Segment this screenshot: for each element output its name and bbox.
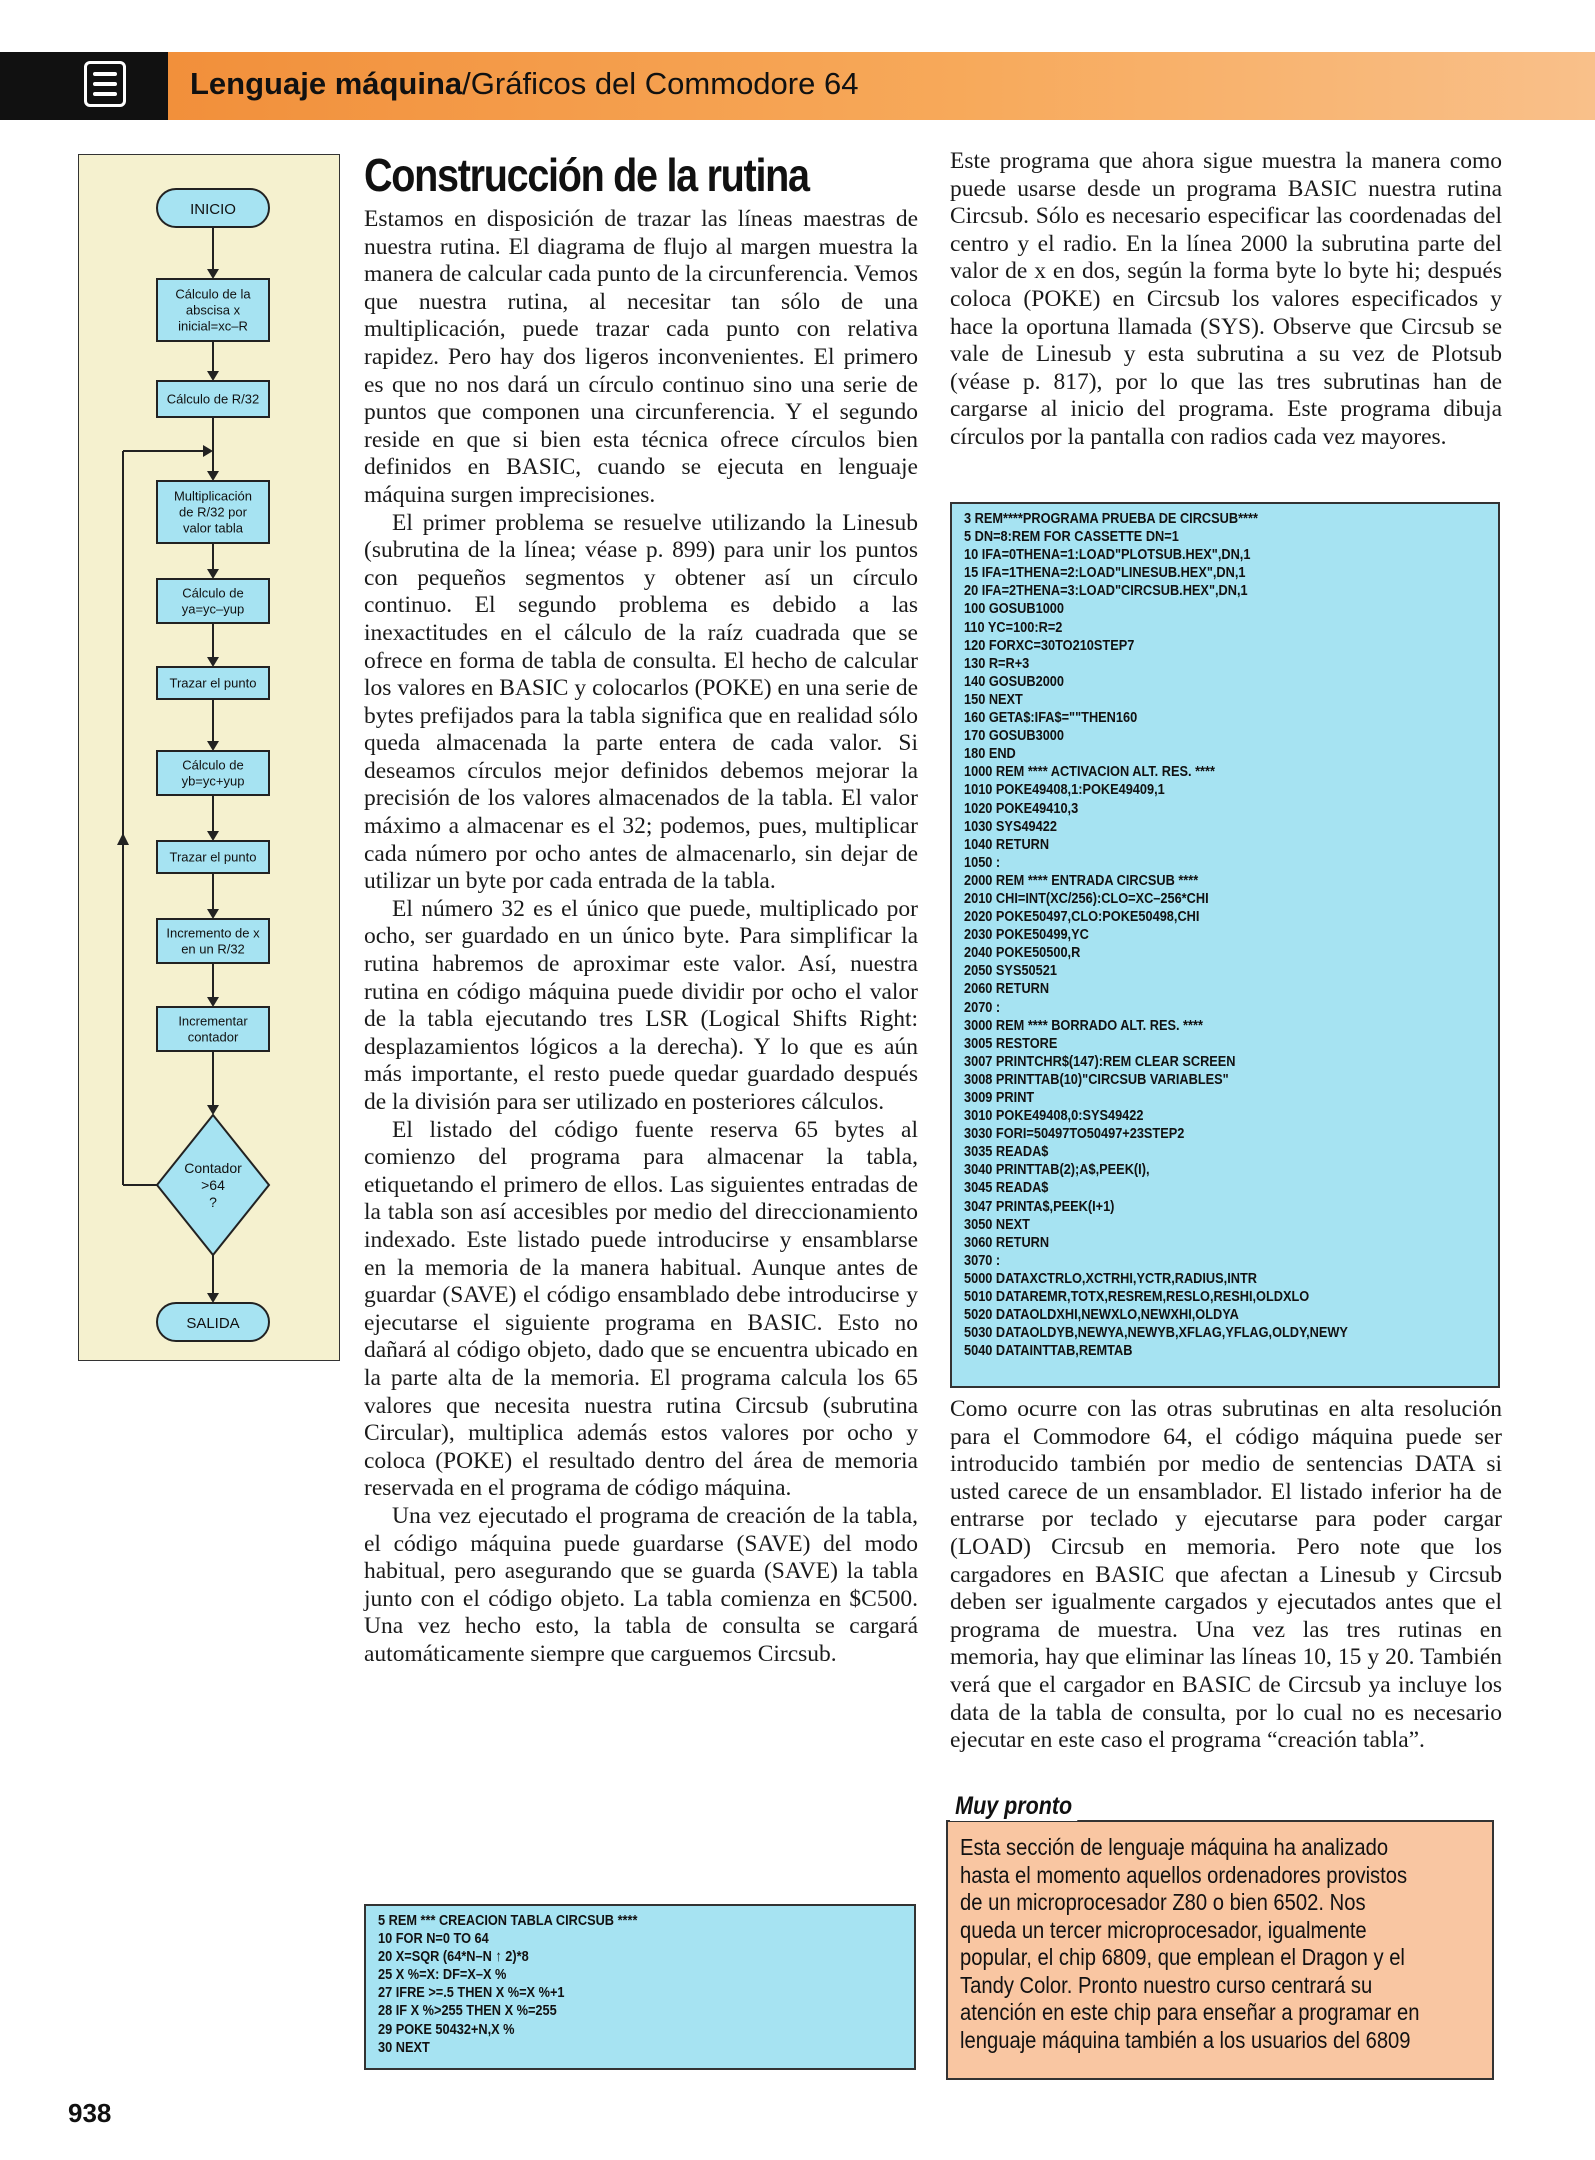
pronto-line: atención en este chip para enseñar a programar en xyxy=(960,1999,1420,2025)
flow-label: Trazar el punto xyxy=(169,675,257,691)
code-line: 10 IFA=0THENA=1:LOAD"PLOTSUB.HEX",DN,1 xyxy=(964,546,1251,564)
article-title: Construcción de la rutina xyxy=(364,149,809,201)
code-line: 100 GOSUB1000 xyxy=(964,600,1064,618)
code-line: 2010 CHI=INT(XC/256):CLO=XC–256*CHI xyxy=(964,889,1209,907)
listing-main xyxy=(950,502,1500,1388)
code-line: 180 END xyxy=(964,745,1016,763)
flow-arrowhead xyxy=(207,1293,219,1303)
flow-label: INICIO xyxy=(190,201,236,218)
flow-arrowhead xyxy=(207,909,219,919)
code-line: 3000 REM **** BORRADO ALT. RES. **** xyxy=(964,1016,1203,1034)
code-line: 2030 POKE50499,YC xyxy=(964,926,1089,944)
code-line: 1010 POKE49408,1:POKE49409,1 xyxy=(964,781,1165,799)
section-title-main: Lenguaje máquina xyxy=(190,66,463,101)
paragraph: El primer problema se resuelve utilizando la Linesub (subrutina de la línea; véase p. 899) para unir los puntos con pequeños segmentos y obtener así un círculo continuo. El segundo problema es debido a las inexactitudes en el cálculo de la raíz cuadrada que se ofrece en forma de tabla de consulta. El hecho de calcular los valores en BASIC y colocarlos (POKE) en una serie de bytes prefijados para la tabla significa que en realidad sólo queda almacenada la parte entera de cada valor. Si deseamos círculos mejor definidos debemos mejorar la precisión de los valores almacenados de la tabla. El valor máximo a almacenar es el 32; podemos, pues, multiplicar cada número por ocho antes de almacenarlo, sin dejar de utilizar un byte por cada entrada de la tabla. xyxy=(364,509,918,895)
code-line: 160 GETA$:IFA$=""THEN160 xyxy=(964,709,1138,727)
code-line: 3035 READA$ xyxy=(964,1143,1049,1161)
flow-arrowhead xyxy=(207,569,219,579)
flow-arrowhead xyxy=(207,997,219,1007)
code-line: 150 NEXT xyxy=(964,690,1023,708)
flow-arrowhead xyxy=(207,657,219,667)
flow-label: abscisa x xyxy=(185,302,241,318)
flow-arrowhead xyxy=(207,471,219,481)
code-line: 110 YC=100:R=2 xyxy=(964,618,1063,636)
flow-arrowhead xyxy=(207,831,219,841)
flow-label: valor tabla xyxy=(183,520,243,536)
flow-label: Cálculo de R/32 xyxy=(166,391,260,407)
article-right-bottom xyxy=(950,1396,1502,1755)
listing-table xyxy=(364,1904,916,2070)
code-line: 170 GOSUB3000 xyxy=(964,727,1064,745)
code-line: 10 FOR N=0 TO 64 xyxy=(378,1930,489,1948)
code-line: 30 NEXT xyxy=(378,2038,430,2056)
flow-arrowhead xyxy=(117,833,129,845)
flow-label: en un R/32 xyxy=(181,941,245,957)
pronto-line: popular, el chip 6809, que emplean el Dragon y el xyxy=(960,1944,1405,1970)
code-line: 20 IFA=2THENA=3:LOAD"CIRCSUB.HEX",DN,1 xyxy=(964,582,1248,600)
pronto-line: Esta sección de lenguaje máquina ha analizado xyxy=(960,1834,1389,1860)
code-line: 1040 RETURN xyxy=(964,835,1050,853)
flow-label: contador xyxy=(187,1029,239,1045)
code-line: 27 IFRE >=.5 THEN X %=X %+1 xyxy=(378,1984,565,2002)
flow-label: Cálculo de xyxy=(182,585,244,601)
article-left-column xyxy=(364,206,918,1668)
paragraph: Este programa que ahora sigue muestra la manera como puede usarse desde un programa BASIC nuestra rutina Circsub. Sólo es necesario especificar las coordenadas del centro y el radio. En la línea 2000 la subrutina parte del valor de x en dos, según la forma byte lo byte hi; después coloca (POKE) en Circsub los valores especificados y hace la oportuna llamada (SYS). Observe que Circsub se vale de Linesub y esta subrutina a su vez de Plotsub (véase p. 817), por lo que las tres subrutinas han de cargarse al inicio del programa. Este programa dibuja círculos por la pantalla con radios cada vez mayores. xyxy=(950,148,1502,450)
flow-arrowhead xyxy=(207,371,219,381)
flowchart-panel xyxy=(78,154,340,1361)
code-line: 5030 DATAOLDYB,NEWYA,NEWYB,XFLAG,YFLAG,OLDY,NEWY xyxy=(964,1324,1348,1342)
code-line: 120 FORXC=30TO210STEP7 xyxy=(964,636,1135,654)
code-line: 5 DN=8:REM FOR CASSETTE DN=1 xyxy=(964,528,1179,546)
code-line: 1000 REM **** ACTIVACION ALT. RES. **** xyxy=(964,763,1215,781)
flow-label: Trazar el punto xyxy=(169,849,257,865)
code-line: 3070 : xyxy=(964,1251,1001,1269)
flowchart xyxy=(79,155,339,1360)
code-line: 29 POKE 50432+N,X % xyxy=(378,2020,515,2038)
flow-label: ? xyxy=(209,1193,217,1210)
code-line: 3005 RESTORE xyxy=(964,1034,1058,1052)
flow-label: Contador xyxy=(184,1159,242,1176)
code-line: 1020 POKE49410,3 xyxy=(964,799,1079,817)
paragraph: Como ocurre con las otras subrutinas en alta resolución para el Commodore 64, el código máquina puede ser introducido también por medio de sentencias DATA si usted carece de un ensamblador. El listado inferior ha de entrarse por teclado y ejecutarse para poder cargar (LOAD) Circsub en memoria. Pero note que los cargadores en BASIC que afectan a Linesub y Circsub deben ser igualmente cargados y ejecutados antes que el programa de muestra. Una vez las tres rutinas en memoria, hay que eliminar las líneas 10, 15 y 20. También verá que el cargador en BASIC de Circsub ya incluye los data de la tabla de consulta, por lo cual no es necesario ejecutar en este caso el programa “creación tabla”. xyxy=(950,1396,1502,1754)
code-line: 28 IF X %>255 THEN X %=255 xyxy=(378,2002,557,2020)
code-line: 15 IFA=1THENA=2:LOAD"LINESUB.HEX",DN,1 xyxy=(964,564,1246,582)
code-line: 3050 NEXT xyxy=(964,1215,1030,1233)
pronto-title: Muy pronto xyxy=(950,1792,1077,1821)
section-title-sub: /Gráficos del Commodore 64 xyxy=(462,66,859,101)
code-line: 1050 : xyxy=(964,853,1001,871)
flow-label: Incremento de x xyxy=(166,925,260,941)
section-logo-icon xyxy=(0,52,168,120)
code-line: 3008 PRINTTAB(10)"CIRCSUB VARIABLES" xyxy=(964,1070,1229,1088)
code-line: 5000 DATAXCTRLO,XCTRHI,YCTR,RADIUS,INTR xyxy=(964,1269,1257,1287)
code-line: 2020 POKE50497,CLO:POKE50498,CHI xyxy=(964,908,1200,926)
code-line: 2060 RETURN xyxy=(964,980,1050,998)
code-line: 25 X %=X: DF=X–X % xyxy=(378,1966,507,1984)
flow-label: SALIDA xyxy=(186,1315,240,1332)
flow-arrowhead xyxy=(203,445,213,457)
code-line: 5010 DATAREMR,TOTX,RESREM,RESLO,RESHI,OLDXLO xyxy=(964,1288,1310,1306)
flow-label: Cálculo de xyxy=(182,757,244,773)
page-number: 938 xyxy=(68,2098,112,2128)
code-line: 3040 PRINTTAB(2);A$,PEEK(I), xyxy=(964,1161,1150,1179)
flow-arrowhead xyxy=(207,269,219,279)
code-line: 2070 : xyxy=(964,998,1001,1016)
article-right-top xyxy=(950,148,1502,452)
code-line: 1030 SYS49422 xyxy=(964,817,1057,835)
flow-label: de R/32 por xyxy=(179,504,247,520)
code-line: 3 REM****PROGRAMA PRUEBA DE CIRCSUB**** xyxy=(964,510,1258,527)
paragraph: El listado del código fuente reserva 65 bytes al comienzo del programa para almacenar la tabla, etiquetando el primero de ellos. Las siguientes entradas de la tabla son así accesibles por medio del direccionamiento indexado. Este listado puede introducirse y ensamblarse en la memoria de la manera habitual. Aunque antes de guardar (SAVE) el código ensamblado debe introducirse y ejecutarse el siguiente programa en BASIC. Esto no dañará al código objeto, dado que se encuentra ubicado en la parte alta de la memoria. El programa calcula los 65 valores que necesita nuestra rutina Circsub (subrutina Circular), multiplica además estos valores por ocho y coloca (POKE) el resultado dentro del área de memoria reservada en el programa de código máquina. xyxy=(364,1116,918,1502)
code-line: 140 GOSUB2000 xyxy=(964,672,1064,690)
code-line: 5040 DATAINTTAB,REMTAB xyxy=(964,1342,1133,1360)
pronto-line: hasta el momento aquellos ordenadores provistos xyxy=(960,1861,1408,1888)
code-line: 2000 REM **** ENTRADA CIRCSUB **** xyxy=(964,871,1199,889)
flow-arrowhead xyxy=(207,741,219,751)
code-line: 130 R=R+3 xyxy=(964,654,1030,672)
code-line: 20 X=SQR (64*N–N ↑ 2)*8 xyxy=(378,1948,529,1966)
code-line: 2040 POKE50500,R xyxy=(964,944,1081,962)
code-line: 3030 FORI=50497TO50497+23STEP2 xyxy=(964,1125,1185,1143)
flow-label: ya=yc–yup xyxy=(181,601,245,617)
code-line: 3045 READA$ xyxy=(964,1179,1049,1197)
flow-label: Multiplicación xyxy=(173,488,253,504)
paragraph: El número 32 es el único que puede, multiplicado por ocho, ser guardado en un único byte. Para simplificar la rutina habremos de aproximar este valor. Así, nuestra rutina en código máquina puede dividir por ocho el valor de la tabla ejecutando tres LSR (Logical Shifts Right: desplazamientos lógicos a la derecha). Y lo que es aún más importante, el resto puede quedar guardado después de la división para ser utilizado en posteriores cálculos. xyxy=(364,895,918,1115)
flow-label: >64 xyxy=(201,1176,225,1193)
flow-label: yb=yc+yup xyxy=(181,773,245,789)
paragraph: Una vez ejecutado el programa de creación de la tabla, el código máquina puede guardarse (SAVE) del modo habitual, pero asegurando que se guarda (SAVE) la tabla junto con el código objeto. La tabla comienza en $C500. Una vez hecho esto, la tabla de consulta se cargará automáticamente siempre que carguemos Circsub. xyxy=(364,1502,918,1667)
code-line: 5020 DATAOLDXHI,NEWXLO,NEWXHI,OLDYA xyxy=(964,1306,1239,1324)
flow-label: inicial=xc–R xyxy=(178,318,248,334)
code-line: 3007 PRINTCHR$(147):REM CLEAR SCREEN xyxy=(964,1052,1236,1070)
pronto-line: lenguaje máquina también a los usuarios del 6809 xyxy=(960,2026,1411,2053)
code-line: 3010 POKE49408,0:SYS49422 xyxy=(964,1107,1144,1125)
pronto-line: Tandy Color. Pronto nuestro curso centrará su xyxy=(960,1971,1373,1998)
paragraph: Estamos en disposición de trazar las líneas maestras de nuestra rutina. El diagrama de flujo al margen muestra la manera de calcular cada punto de la circunferencia. Vemos que nuestra rutina, al necesitar tan sólo de una multiplicación, puede trazar cada punto con relativa rapidez. Pero hay dos ligeros inconvenientes. El primero es que no nos dará un círculo continuo sino una serie de puntos que componen una circunferencia. Y el segundo reside en que si bien esta técnica ofrece círculos bien definidos en BASIC, cuando se ejecuta en lenguaje máquina surgen imprecisiones. xyxy=(364,206,918,508)
code-line: 3047 PRINTA$,PEEK(I+1) xyxy=(964,1197,1115,1215)
pronto-body xyxy=(960,1834,1476,2054)
code-line: 3060 RETURN xyxy=(964,1233,1050,1251)
pronto-line: queda un tercer microprocesador, igualmente xyxy=(960,1916,1367,1943)
code-line: 3009 PRINT xyxy=(964,1089,1035,1106)
flow-label: Cálculo de la xyxy=(175,286,251,302)
section-title xyxy=(190,66,858,102)
pronto-line: de un microprocesador Z80 o bien 6502. Nos xyxy=(960,1889,1366,1915)
code-line: 2050 SYS50521 xyxy=(964,962,1057,980)
flow-label: Incrementar xyxy=(178,1013,248,1029)
code-line: 5 REM *** CREACION TABLA CIRCSUB **** xyxy=(378,1912,638,1929)
